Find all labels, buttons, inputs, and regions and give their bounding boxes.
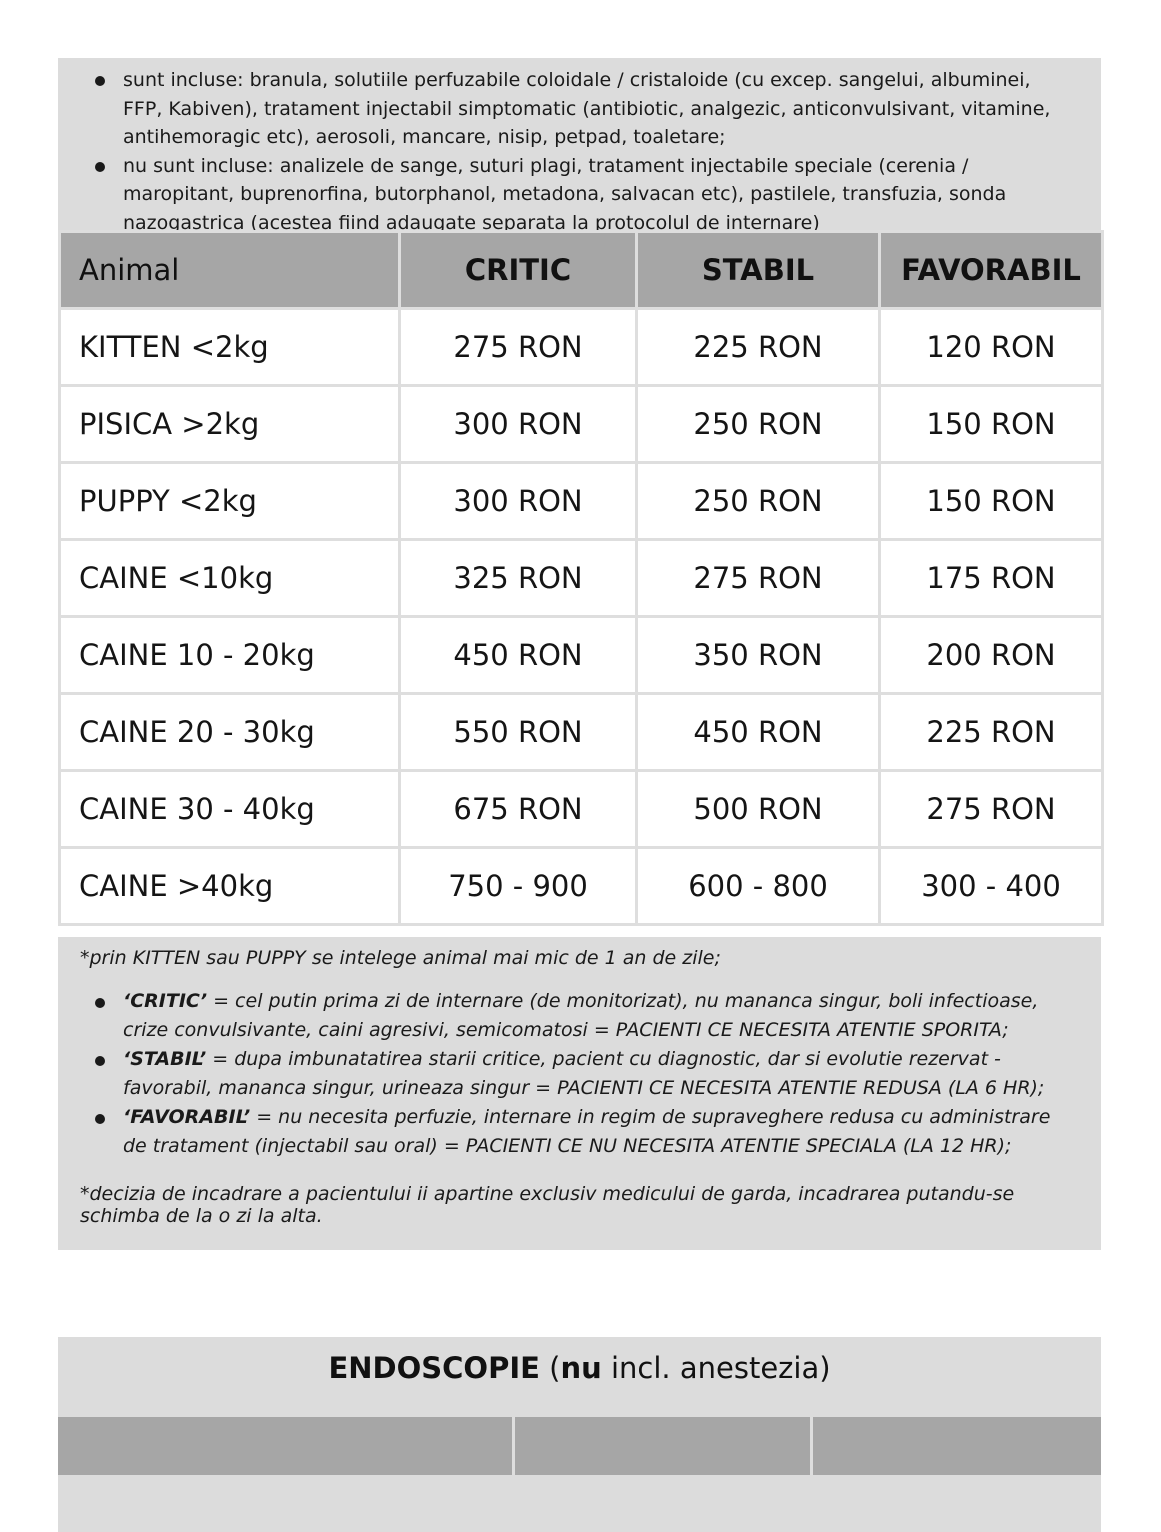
table-row (60, 617, 1103, 694)
bullet-icon (95, 162, 105, 172)
category-definitions-list (123, 987, 1061, 1161)
cell-favorabil: 175 RON (880, 540, 1103, 617)
list-item (123, 987, 1061, 1045)
cell-stabil: 275 RON (637, 540, 880, 617)
hospitalization-price-table (58, 230, 1104, 926)
definition-text: = dupa imbunatatirea starii critice, pacient cu diagnostic, dar si evolutie rezervat - favorabil, mananca singur, urineaza singur = PACIENTI CE NECESITA ATENTIE REDUSA (LA 6 HR); (123, 1048, 1045, 1099)
definition-text: = nu necesita perfuzie, internare in regim de supraveghere redusa cu administrare de tratament (injectabil sau oral) = PACIENTI CE NU NECESITA ATENTIE SPECIALA (LA 12 HR); (123, 1106, 1051, 1157)
column-header-animal: Animal (60, 232, 400, 309)
cell-favorabil: 300 - 400 (880, 848, 1103, 925)
endoscopy-section (58, 1337, 1101, 1532)
cell-favorabil: 120 RON (880, 309, 1103, 386)
cell-stabil: 500 RON (637, 771, 880, 848)
table-row (60, 848, 1103, 925)
cell-favorabil: 200 RON (880, 617, 1103, 694)
cell-stabil: 250 RON (637, 386, 880, 463)
cell-animal: PISICA >2kg (60, 386, 400, 463)
cell-favorabil: 275 RON (880, 771, 1103, 848)
column-header-stabil: STABIL (637, 232, 880, 309)
column-header-critic: CRITIC (400, 232, 637, 309)
list-item: nu sunt incluse: analizele de sange, suturi plagi, tratament injectabile speciale (cerenia / maropitant, buprenorfina, butorphanol, metadona, salvacan etc), pastilele, transfuzia, sonda nazogastrica (acestea fiind adaugate separata la protocolul de internare) (123, 152, 1061, 233)
list-item (123, 1045, 1061, 1103)
bullet-icon (95, 1056, 105, 1066)
cell-critic: 275 RON (400, 309, 637, 386)
cell-critic: 675 RON (400, 771, 637, 848)
term-critic: ‘CRITIC’ (123, 990, 208, 1012)
kitten-puppy-note: *prin KITTEN sau PUPPY se intelege animal mai mic de 1 an de zile; (80, 947, 721, 969)
table-row (60, 694, 1103, 771)
included-services-box (58, 58, 1101, 232)
endoscopy-header-cell (813, 1417, 1101, 1475)
cell-stabil: 250 RON (637, 463, 880, 540)
cell-stabil: 600 - 800 (637, 848, 880, 925)
list-item: sunt incluse: branula, solutiile perfuzabile coloidale / cristaloide (cu excep. sangelui, albuminei, FFP, Kabiven), tratament injectabil simptomatic (antibiotic, analgezic, anticonvulsivant, vitamine, antihemoragic etc), aerosoli, mancare, nisip, petpad, toaletare; (123, 66, 1061, 152)
bullet-icon (95, 1114, 105, 1124)
decision-note: *decizia de incadrare a pacientului ii apartine exclusiv medicului de garda, incadrarea putandu-se schimba de la o zi la alta. (80, 1183, 1015, 1227)
list-item (123, 1103, 1061, 1161)
cell-stabil: 450 RON (637, 694, 880, 771)
table-row (60, 463, 1103, 540)
cell-favorabil: 150 RON (880, 463, 1103, 540)
table-row (60, 386, 1103, 463)
cell-stabil: 350 RON (637, 617, 880, 694)
endoscopy-header-cell (515, 1417, 813, 1475)
cell-favorabil: 225 RON (880, 694, 1103, 771)
definition-text: = cel putin prima zi de internare (de monitorizat), nu mananca singur, boli infectioase, crize convulsivante, caini agresivi, semicomatosi = PACIENTI CE NECESITA ATENTIE SPORITA; (123, 990, 1039, 1041)
cell-animal: CAINE 30 - 40kg (60, 771, 400, 848)
bullet-icon (95, 76, 105, 86)
cell-animal: CAINE 20 - 30kg (60, 694, 400, 771)
cell-critic: 325 RON (400, 540, 637, 617)
included-list (58, 58, 1101, 232)
cell-critic: 300 RON (400, 463, 637, 540)
endoscopy-title: ENDOSCOPIE (nu incl. anestezia) (328, 1351, 831, 1385)
cell-critic: 450 RON (400, 617, 637, 694)
cell-stabil: 225 RON (637, 309, 880, 386)
cell-critic: 550 RON (400, 694, 637, 771)
endoscopy-header-cell (58, 1417, 515, 1475)
cell-animal: KITTEN <2kg (60, 309, 400, 386)
table-row (60, 309, 1103, 386)
term-stabil: ‘STABIL’ (123, 1048, 207, 1070)
table-header-row (60, 232, 1103, 309)
term-favorabil: ‘FAVORABIL’ (123, 1106, 251, 1128)
category-notes-box (58, 937, 1101, 1250)
cell-favorabil: 150 RON (880, 386, 1103, 463)
bullet-icon (95, 998, 105, 1008)
table-row (60, 540, 1103, 617)
cell-animal: CAINE >40kg (60, 848, 400, 925)
endoscopy-header-row (58, 1417, 1101, 1475)
cell-critic: 750 - 900 (400, 848, 637, 925)
cell-animal: PUPPY <2kg (60, 463, 400, 540)
cell-animal: CAINE <10kg (60, 540, 400, 617)
table-row (60, 771, 1103, 848)
cell-animal: CAINE 10 - 20kg (60, 617, 400, 694)
column-header-favorabil: FAVORABIL (880, 232, 1103, 309)
cell-critic: 300 RON (400, 386, 637, 463)
